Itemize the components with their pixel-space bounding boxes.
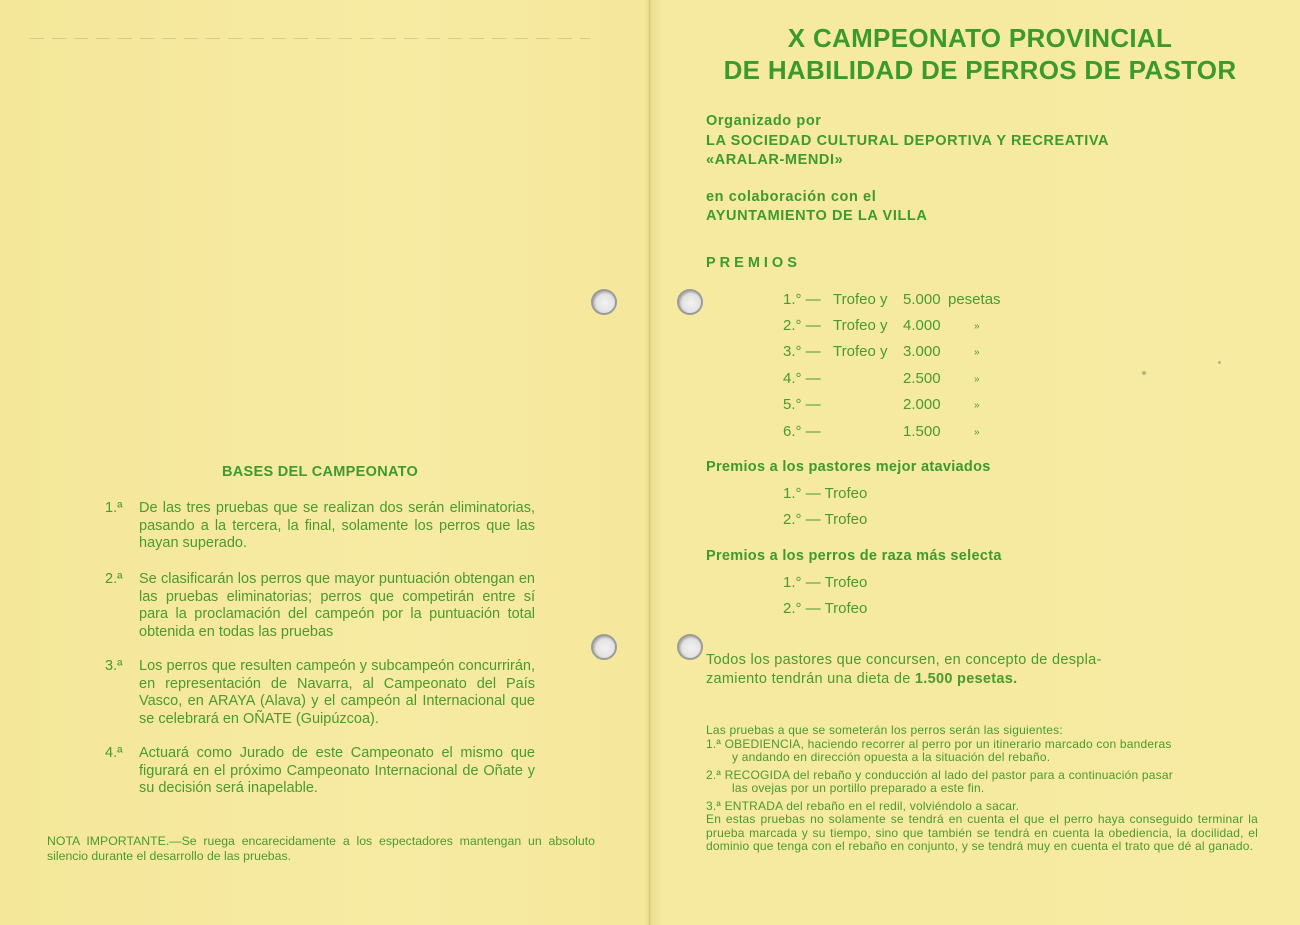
- prize-place: 4.° —: [783, 370, 821, 387]
- prize-unit: pesetas: [948, 291, 1001, 308]
- base-number: 4.ª: [105, 745, 123, 761]
- base-number: 2.ª: [105, 571, 123, 587]
- raza-row-text: 2.° — Trofeo: [783, 600, 868, 617]
- prize-place: 5.° —: [783, 396, 821, 413]
- organizer-society-line-2: «ARALAR-MENDI»: [706, 152, 844, 168]
- faded-top-marks: [30, 38, 590, 39]
- prize-row: [0, 291, 1300, 311]
- dieta-paragraph: [706, 651, 1156, 689]
- pruebas-closing: En estas pruebas no solamente se tendrá en cuenta el que el perro haya conseguido terminar la prueba marcada y su tiempo, sino que también se tendrá en cuenta la obediencia, la docilidad, el dominio que tenga con el rebaño en conjunto, y se tendrá muy en cuenta el trato que dé al ganado.: [706, 812, 1258, 853]
- prize-amount: 1.500: [903, 423, 941, 440]
- prueba-item-3-line-1: 3.ª ENTRADA del rebaño en el redil, volviéndolo a sacar.: [706, 798, 1020, 813]
- prize-unit: »: [974, 427, 980, 438]
- prize-unit: »: [974, 374, 980, 385]
- punch-hole: [679, 636, 701, 658]
- prize-amount: 4.000: [903, 317, 941, 334]
- prize-amount: 2.000: [903, 396, 941, 413]
- prueba-item-1-line-2: y andando en dirección opuesta a la situación del rebaño.: [732, 750, 1051, 764]
- prize-trophy: Trofeo y: [833, 291, 888, 308]
- base-item: [105, 745, 535, 798]
- base-item: [105, 571, 535, 641]
- base-item: [105, 658, 535, 728]
- organizer-society-line-1: LA SOCIEDAD CULTURAL DEPORTIVA Y RECREATIVA: [706, 133, 1110, 149]
- raza-heading: Premios a los perros de raza más selecta: [706, 548, 1002, 564]
- punch-hole: [593, 636, 615, 658]
- base-text: Actuará como Jurado de este Campeonato el mismo que figurará en el próximo Campeonato Internacional de Oñate y su decisión será inapelable.: [139, 745, 535, 796]
- pruebas-block: [706, 724, 1258, 854]
- prize-place: 1.° —: [783, 291, 821, 308]
- prueba-item-2-line-1: 2.ª RECOGIDA del rebaño y conducción al lado del pastor para a continuación pasar: [706, 767, 1173, 782]
- prueba-item-2-line-2: las ovejas por un portillo preparado a este fin.: [732, 781, 985, 795]
- pastores-heading: Premios a los pastores mejor ataviados: [706, 459, 991, 475]
- base-text: De las tres pruebas que se realizan dos serán eliminatorias, pasando a la tercera, la final, solamente los perros que las hayan superado.: [139, 500, 535, 551]
- prize-row: [0, 343, 1300, 363]
- pruebas-intro: Las pruebas a que se someterán los perros serán las siguientes:: [706, 723, 1063, 737]
- prize-place: 3.° —: [783, 343, 821, 360]
- base-number: 3.ª: [105, 658, 123, 674]
- base-number: 1.ª: [105, 500, 123, 516]
- bases-heading: BASES DEL CAMPEONATO: [222, 464, 419, 480]
- prueba-item-1-line-1: 1.ª OBEDIENCIA, haciendo recorrer al perro por un itinerario marcado con banderas: [706, 736, 1172, 751]
- collab-name: AYUNTAMIENTO DE LA VILLA: [706, 208, 928, 224]
- prize-amount: 2.500: [903, 370, 941, 387]
- dieta-line-2-text: zamiento tendrán una dieta de: [706, 671, 915, 687]
- pastores-row-text: 2.° — Trofeo: [783, 511, 868, 528]
- collab-intro: en colaboración con el: [706, 189, 877, 205]
- prize-unit: »: [974, 400, 980, 411]
- prize-row: [0, 317, 1300, 337]
- organizer-intro: Organizado por: [706, 113, 822, 129]
- prize-amount: 5.000: [903, 291, 941, 308]
- prize-place: 6.° —: [783, 423, 821, 440]
- prize-row: [0, 423, 1300, 443]
- nota-importante: NOTA IMPORTANTE.—Se ruega encarecidamente a los espectadores mantengan un absoluto silencio durante el desarrollo de las pruebas.: [47, 834, 595, 863]
- dieta-amount: 1.500 pesetas.: [914, 671, 1018, 687]
- prize-unit: »: [974, 347, 980, 358]
- prize-row: [0, 396, 1300, 416]
- prize-unit: »: [974, 321, 980, 332]
- prize-trophy: Trofeo y: [833, 317, 888, 334]
- prize-trophy: Trofeo y: [833, 343, 888, 360]
- prize-amount: 3.000: [903, 343, 941, 360]
- premios-heading: PREMIOS: [706, 255, 801, 271]
- base-text: Se clasificarán los perros que mayor puntuación obtengan en las pruebas eliminatorias; perros que competirán entre sí para la proclamación del campeón por la puntuación total obtenida en todas las pruebas: [139, 571, 535, 640]
- base-text: Los perros que resulten campeón y subcampeón concurrirán, en representación de Navarra, al Campeonato del País Vasco, en ARAYA (Alava) y el campeón al Internacional que se celebrará en OÑATE (Guipúzcoa).: [139, 658, 535, 727]
- document-title: [660, 22, 1300, 86]
- raza-row-text: 1.° — Trofeo: [783, 574, 868, 591]
- pastores-row-text: 1.° — Trofeo: [783, 485, 868, 502]
- prize-row: [0, 370, 1300, 390]
- prize-place: 2.° —: [783, 317, 821, 334]
- dieta-line-1: Todos los pastores que concursen, en concepto de despla-: [706, 652, 1102, 668]
- title-line-1: X CAMPEONATO PROVINCIAL: [787, 23, 1173, 53]
- dieta-line-2: [706, 670, 1156, 689]
- title-line-2: DE HABILIDAD DE PERROS DE PASTOR: [723, 55, 1237, 85]
- center-fold: [648, 0, 651, 925]
- base-item: [105, 500, 535, 553]
